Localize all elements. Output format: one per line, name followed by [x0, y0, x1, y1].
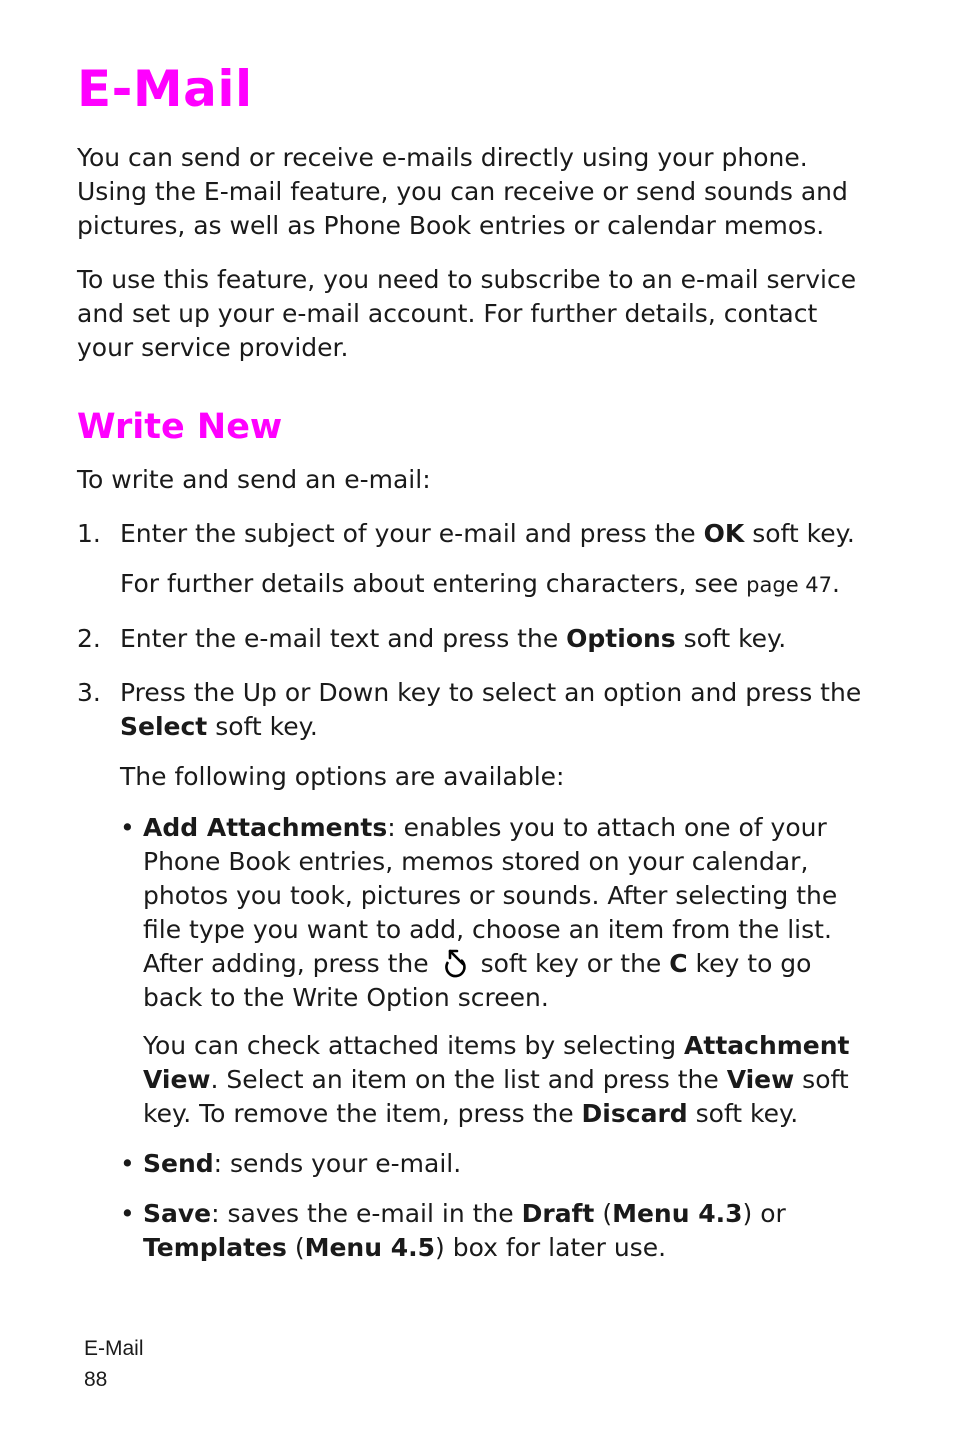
- menu-ref: Menu 4.3: [612, 1199, 743, 1228]
- note-text: soft key. To remove the item, press the: [143, 1065, 849, 1128]
- option-term: Save: [143, 1199, 212, 1228]
- option-term: Send: [143, 1149, 214, 1178]
- step-note: [120, 567, 877, 602]
- step-3: [77, 676, 877, 1265]
- discard-key-label: Discard: [581, 1099, 688, 1128]
- option-text: ) or: [742, 1199, 786, 1228]
- bullet: •: [120, 1149, 135, 1178]
- step-text: soft key.: [207, 712, 318, 741]
- step-number: 1.: [77, 519, 101, 548]
- page-number: 88: [84, 1368, 108, 1391]
- attachment-view-label: Attachment View: [143, 1031, 850, 1094]
- view-key-label: View: [726, 1065, 795, 1094]
- option-term: Add Attachments: [143, 813, 388, 842]
- step-text: Enter the subject of your e-mail and press the: [120, 519, 704, 548]
- intro-paragraph-2: To use this feature, you need to subscribe to an e-mail service and set up your e-mail account. For further details, contact your service provider.: [77, 265, 857, 362]
- note-text: For further details about entering characters, see: [120, 569, 747, 598]
- option-text: : saves the e-mail in the: [211, 1199, 522, 1228]
- back-arrow-icon: [441, 948, 471, 978]
- option-text: : sends your e-mail.: [213, 1149, 462, 1178]
- step-2: [77, 622, 877, 656]
- note-text: .: [832, 569, 840, 598]
- step-text: Enter the e-mail text and press the: [120, 624, 567, 653]
- note-text: soft key.: [687, 1099, 799, 1128]
- footer-section-label: E-Mail: [84, 1337, 144, 1360]
- step-number: 2.: [77, 624, 101, 653]
- intro-paragraph-1: You can send or receive e-mails directly using your phone. Using the E-mail feature, you can receive or send sounds and pictures, as well as Phone Book entries or calendar memos.: [77, 143, 848, 240]
- step-text: soft key.: [675, 624, 787, 653]
- option-text: (: [286, 1233, 305, 1262]
- option-text: : enables you to attach one of your Phone Book entries, memos stored on your calendar, photos you took, pictures or sounds. After selecting the file type you want to add, choose an item from the list. After adding, press the: [143, 813, 838, 978]
- section-heading: Write New: [77, 407, 283, 447]
- section-lead: To write and send an e-mail:: [77, 465, 431, 494]
- option-send: [120, 1147, 877, 1181]
- templates-label: Templates: [143, 1233, 287, 1262]
- step-1: [77, 517, 877, 602]
- bullet: •: [120, 813, 135, 842]
- step-number: 3.: [77, 678, 101, 707]
- steps-list: [77, 517, 877, 1265]
- page-content: [77, 58, 877, 1265]
- step-text: soft key.: [744, 519, 855, 548]
- option-text: soft key or the: [480, 949, 670, 978]
- note-text: You can check attached items by selecting: [143, 1031, 685, 1060]
- option-text: (: [594, 1199, 613, 1228]
- c-key-label: C: [669, 949, 688, 978]
- options-key-label: Options: [566, 624, 676, 653]
- option-save: [120, 1197, 877, 1265]
- option-text: ) box for later use.: [435, 1233, 667, 1262]
- options-list: [120, 811, 877, 1265]
- draft-label: Draft: [521, 1199, 595, 1228]
- menu-ref: Menu 4.5: [304, 1233, 435, 1262]
- ok-key-label: OK: [703, 519, 745, 548]
- option-add-attachments: [120, 811, 877, 1131]
- attachment-view-note: [143, 1029, 877, 1131]
- page-footer: [84, 1333, 144, 1395]
- note-text: . Select an item on the list and press the: [210, 1065, 727, 1094]
- option-text: key to go back to the Write Option screen.: [143, 949, 812, 1012]
- bullet: •: [120, 1199, 135, 1228]
- step-text: Press the Up or Down key to select an option and press the: [120, 678, 862, 707]
- page-title: E-Mail: [77, 60, 253, 118]
- select-key-label: Select: [120, 712, 208, 741]
- step-note: The following options are available:: [120, 762, 565, 791]
- page-reference-link[interactable]: page 47: [746, 573, 833, 597]
